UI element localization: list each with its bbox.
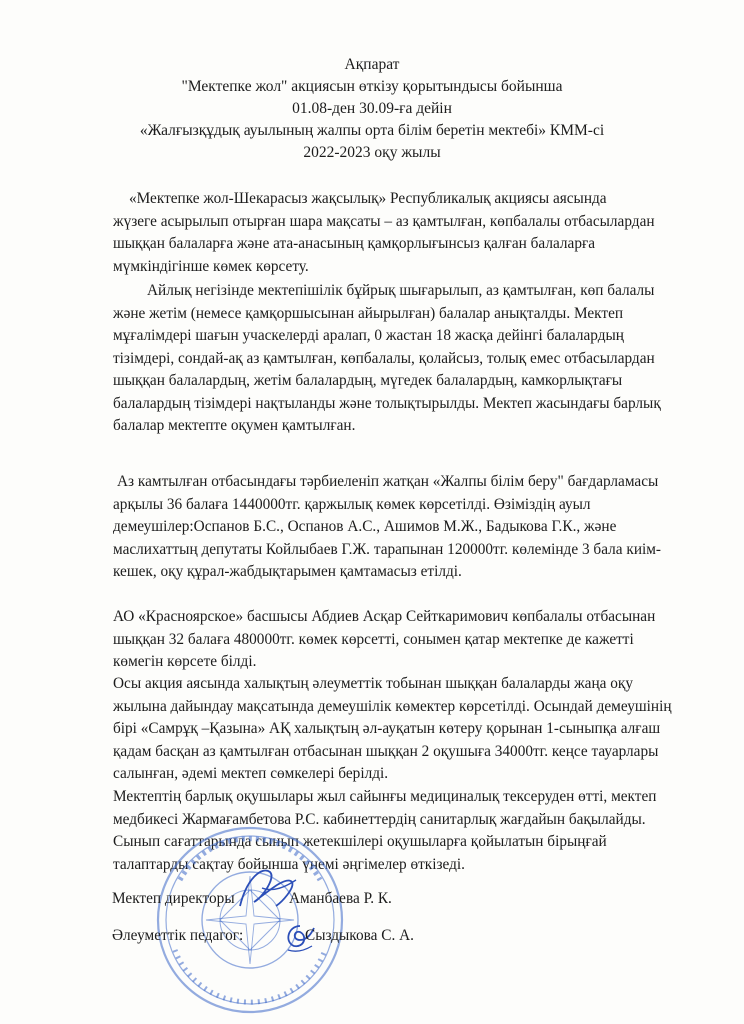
paragraph-intro-rest: жүзеге асырылып отырған шара мақсаты – аз қамтылған, көпбалалы отбасылардан шыққан балаларға және ата-анасының қамқорлығынсыз қалған балаларға мүмкіндігінше көмек көрсету.: [113, 212, 655, 275]
header-title: Ақпарат: [344, 56, 400, 73]
header-school-year: 2022-2023 оқу жылы: [303, 144, 441, 161]
director-signature-icon: [232, 858, 302, 918]
document-header: [0, 54, 744, 164]
pedagog-name: Сыздыкова С. А.: [305, 927, 414, 944]
director-title: Мектеп директоры: [112, 890, 235, 907]
header-date-range: 01.08-ден 30.09-ға дейін: [292, 100, 452, 117]
paragraph-krasnoyarskoe-aid: АО «Красноярское» басшысы Абдиев Асқар Сейткаримович көпбалалы отбасынан шыққан 32 балаға 480000тг. көмек көрсетті, сонымен қатар мектепке де кажетті көмегін көрсете білді.: [113, 608, 656, 670]
paragraph-financial-aid: Аз камтылған отбасындағы тәрбиеленіп жатқан «Жалпы білім беру" бағдарламасы арқылы 36 балаға 1440000тг. қаржылық көмек көрсетілді. Өзіміздің ауыл демеушілер:Оспанов Б.С., Оспанов А.С., Ашимов М.Ж., Бадыкова Г.К., және маслихаттың депутаты Койлыбаев Г.Ж. тарапынан 120000тг. көлемінде 3 бала киім-кешек, оқу құрал-жабдықтарымен қамтамасыз етілді.: [113, 473, 662, 580]
paragraph-intro: [113, 188, 673, 278]
pedagog-title: Әлеуметтік педагог:: [112, 927, 244, 944]
director-name: Аманбаева Р. К.: [289, 890, 392, 907]
paragraph-medical-check: Мектептің барлық оқушылары жыл сайынғы медициналық тексеруден өтті, мектеп медбикесі Жармағамбетова Р.С. кабинеттердің санитарлық жағдайын бақылайды. Сынып сағаттарында сынып жетекшілері оқушыларға қойылатын бірыңғай талаптарды сақтау бойынша үнемі әңгімелер өткізеді.: [113, 788, 657, 873]
header-school-name: «Жалғызқұдық ауылының жалпы орта білім беретін мектебі» КММ-сі: [139, 122, 605, 139]
paragraph-identification: Айлық негізінде мектепішілік бұйрық шығарылып, аз қамтылған, көп балалы және жетім (немесе қамқоршысынан айырылған) балалар анықталды. Мектеп мұғалімдері шағын учаскелерді аралап, 0 жастан 18 жасқа дейінгі балалардың тізімдері, сондай-ақ аз қамтылған, көпбалалы, қолайсыз, толық емес отбасылардан шыққан балалардың, жетім балалардың, мүгедек балалардың, камкорлықтағы балалардың тізімдері нақтыланды және толықтырылды. Мектеп жасындағы барлық балалар мектепте оқумен қамтылған.: [113, 282, 661, 434]
header-subtitle: "Мектепке жол" акциясын өткізу қорытындысы бойынша: [181, 78, 563, 95]
paragraph-samruk-aid: Осы акция аясында халықтың әлеуметтік тобынан шыққан балаларды жаңа оқу жылына дайындау мақсатында демеушілік көмектер көрсетілді. Осындай демеушінің бірі «Самрұқ –Қазына» АҚ халықтың әл-ауқатын көтеру қорынан 1-сыныпқа алғаш қадам басқан аз қамтылған отбасынан шыққан 2 оқушыға 34000тг. кеңсе тауарлары салынған, әдемі мектеп сөмкелері берілді.: [113, 675, 672, 782]
school-seal-stamp: [150, 820, 350, 1020]
paragraph-intro-first-line: «Мектепке жол-Шекарасыз жақсылық» Республикалық акциясы аясында: [129, 190, 607, 207]
